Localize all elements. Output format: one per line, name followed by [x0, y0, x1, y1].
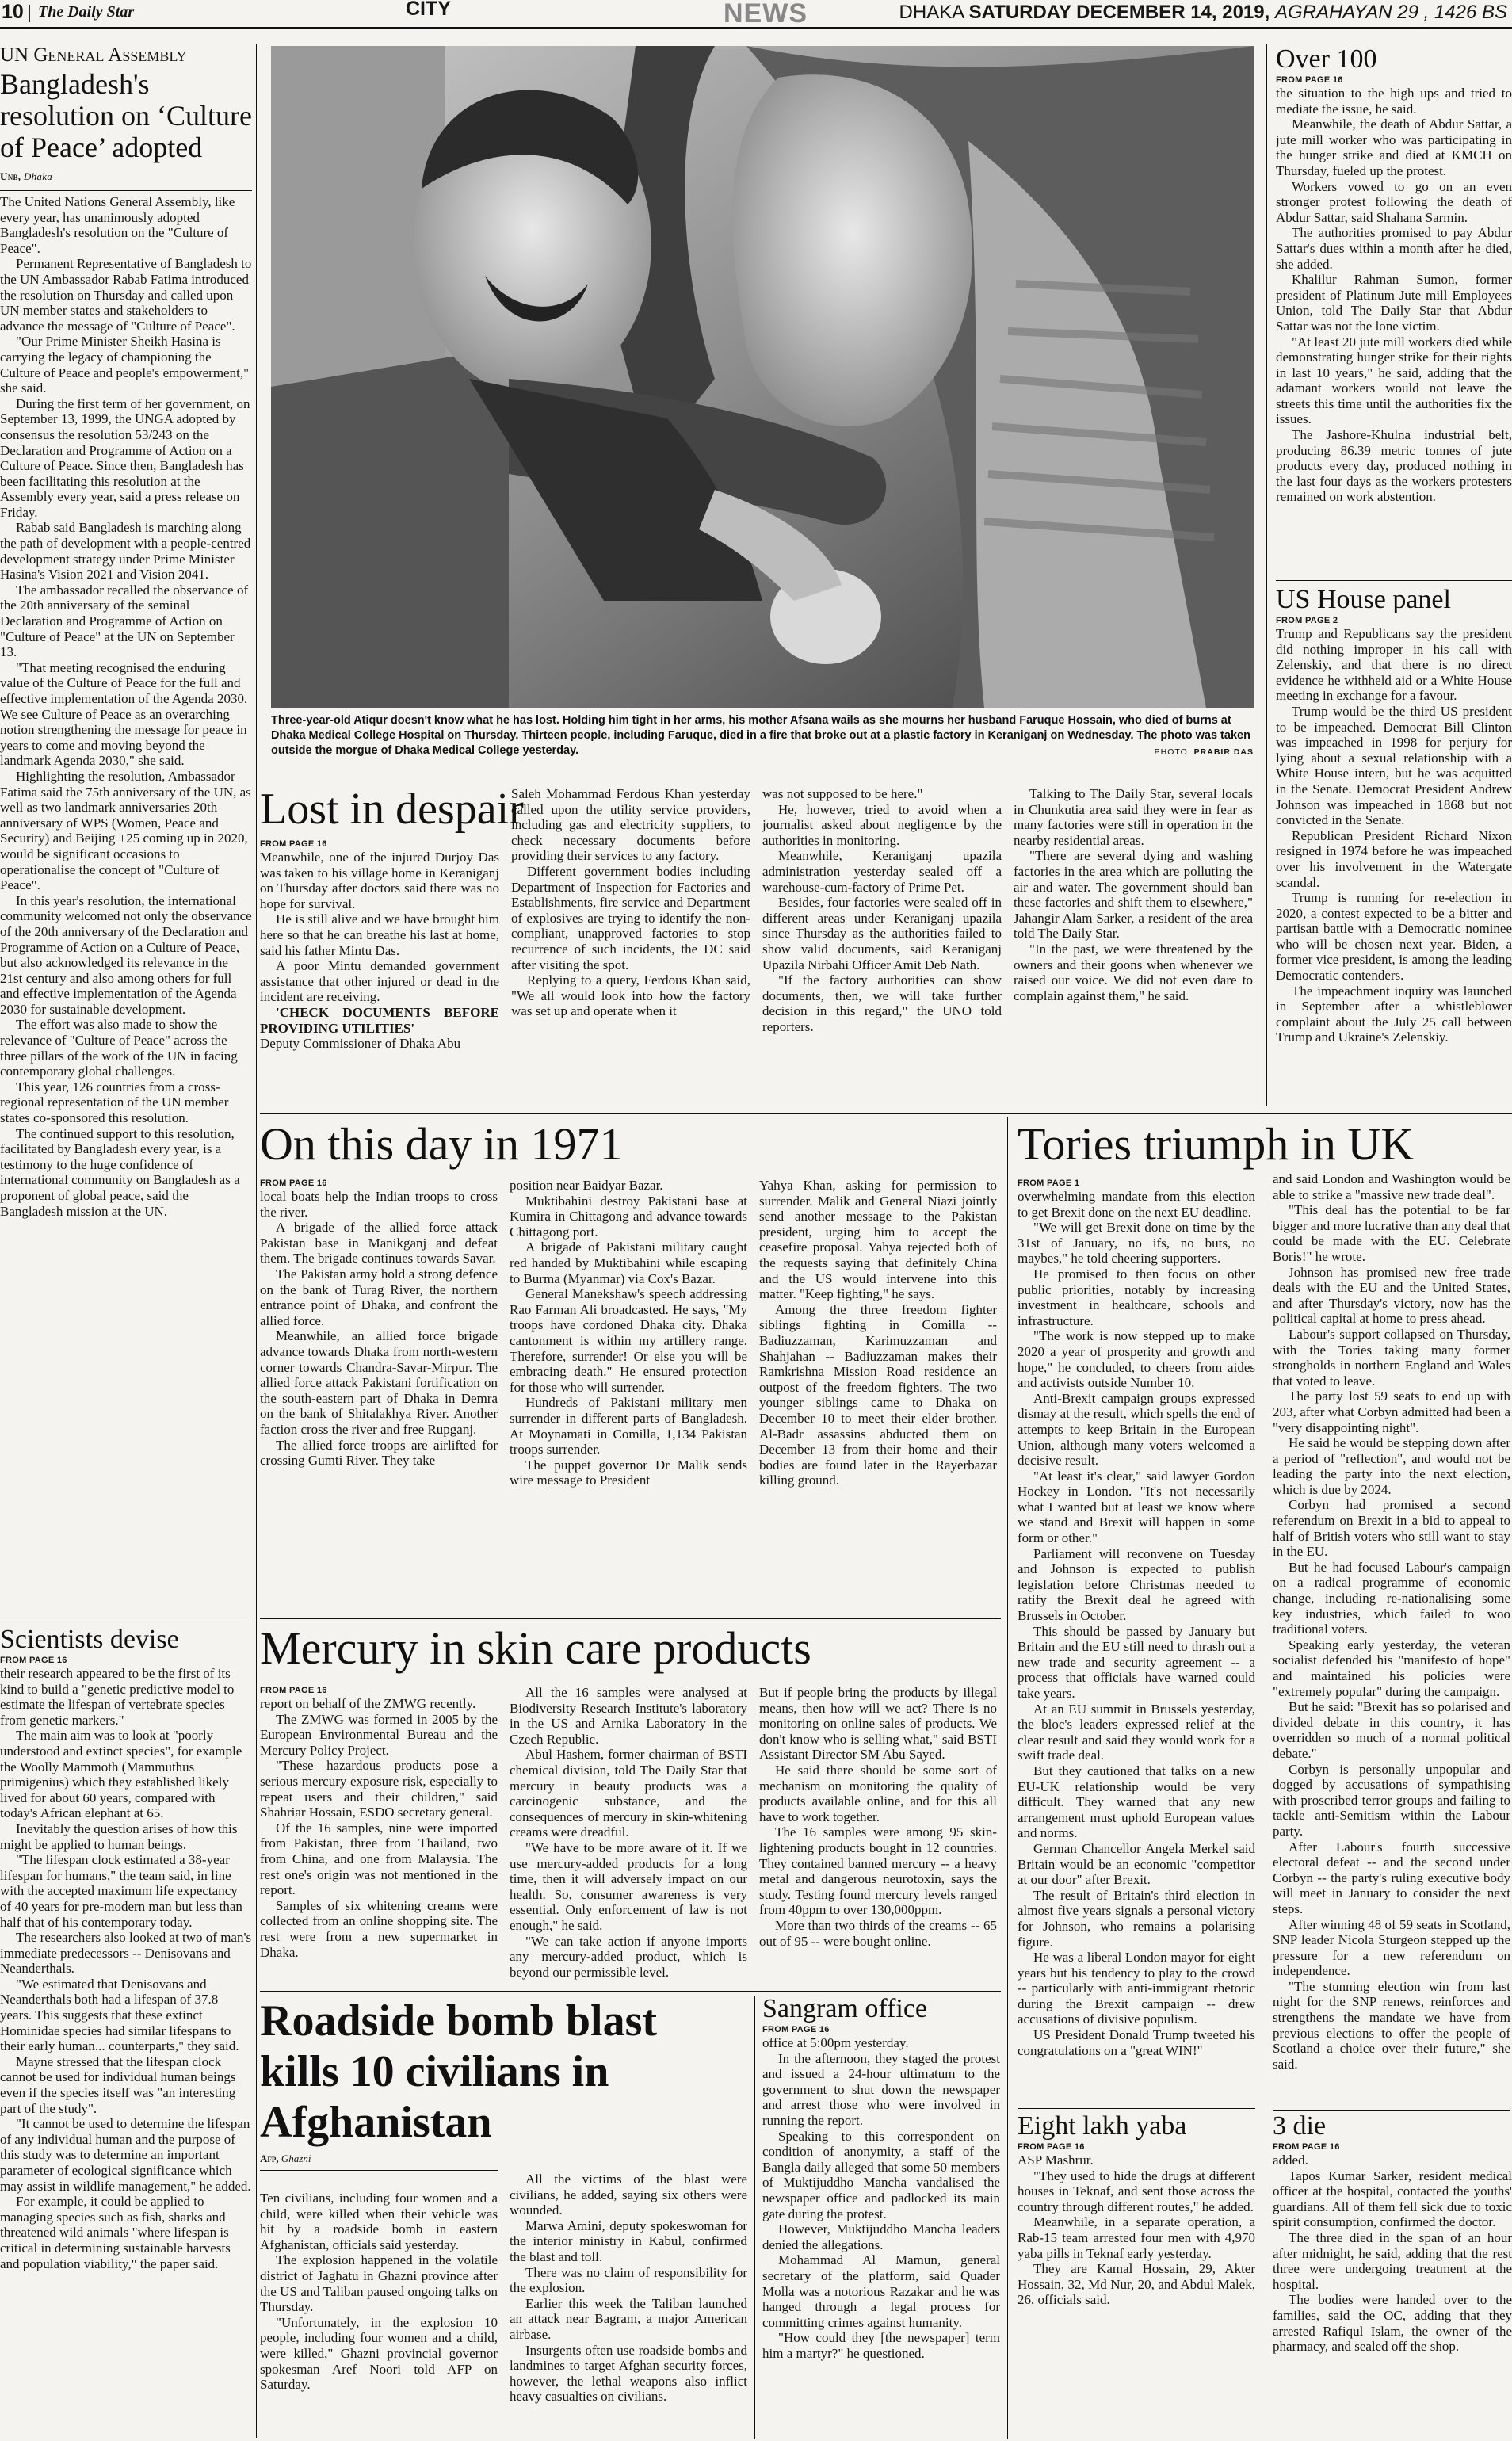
vertical-rule-tories — [1007, 1117, 1008, 2439]
onthisday-headline: On this day in 1971 — [260, 1118, 623, 1170]
paragraph: "At least 20 jute mill workers died while demonstrating hunger strike for their rights in last 10 years," he said, adding that the adamant workers would not leave the streets this time until the authorities fix the issues. — [1276, 334, 1512, 427]
mercury-headline: Mercury in skin care products — [260, 1622, 811, 1674]
paragraph: But he said: "Brexit has so polarised and divided debate in this country, it has overridden so much of a normal political debate." — [1273, 1699, 1510, 1761]
paragraph: "These hazardous products pose a serious mercury exposure risk, especially to repeat users and their children," said Shahriar Hossain, ESDO secretary general. — [260, 1758, 498, 1820]
paragraph: He promised to then focus on other public priorities, notably by increasing investment in healthcare, schools and infrastructure. — [1018, 1266, 1255, 1328]
paragraph: The ZMWG was formed in 2005 by the European Environmental Bureau and the Mercury Policy Project. — [260, 1711, 498, 1758]
roadside-byline — [260, 2153, 735, 2165]
paragraph: The main aim was to look at "poorly understood and extinct species", for example the Woolly Mammoth (Mammuthus primigenius) which they established likely lived for about 60 years, compared with today's African elephant at 65. — [0, 1728, 242, 1821]
horizontal-rule — [1018, 2108, 1255, 2109]
tories-headline: Tories triumph in UK — [1018, 1118, 1415, 1170]
roadside-byline-agency: Afp, — [260, 2153, 279, 2164]
paragraph: All the victims of the blast were civilians, he added, saying six others were wounded. — [510, 2172, 747, 2218]
paragraph: Yahya Khan, asking for permission to surrender. Malik and General Niazi jointly send another message to the Pakistan president, urging him to accept the ceasefire proposal. Yahya rejected both of the requests saying that definitely China and the US would intervene into this matter. "Keep fighting," he says. — [759, 1178, 997, 1302]
eightlakh-article — [1018, 2111, 1255, 2441]
paragraph: But they cautioned that talks on a new EU-UK relationship would be very difficult. They warned that any new arrangement must uphold European values and norms. — [1018, 1763, 1255, 1841]
paragraph: "They used to hide the drugs at different houses in Teknaf, and sent those across the country through different routes," he added. — [1018, 2168, 1255, 2214]
paragraph: During the first term of her government, on September 13, 1999, the UNGA adopted by consensus the resolution 53/243 on the Declaration and Programme of Action on a Culture of Peace. Since then, Bangladesh has been facilitating this resolution at the Assembly every year, said a press release on Friday. — [0, 395, 250, 520]
paragraph: The effort was also made to show the relevance of "Culture of Peace" across the three pillars of the work of the UN in facing contemporary global challenges. — [0, 1017, 238, 1079]
paragraph: Marwa Amini, deputy spokeswoman for the interior ministry in Kabul, confirmed the blast and toll. — [510, 2218, 747, 2264]
paragraph: Mayne stressed that the lifespan clock cannot be used for individual human beings even if the species itself was "an interesting part of the study". — [0, 2053, 236, 2116]
paragraph: Republican President Richard Nixon resigned in 1974 before he was impeached over his involvement in the Watergate scandal. — [1276, 827, 1512, 890]
paragraph: "That meeting recognised the enduring value of the Culture of Peace for the full and effective implementation of the Agenda 2030. We see Culture of Peace as an overarching notion strengthening the message for peace in years to come and moving beyond the landmark Agenda 2030," she said. — [0, 659, 248, 769]
paragraph: The three died in the span of an hour after midnight, he said, adding that the rest three were undergoing treatment at the hospital. — [1273, 2229, 1512, 2292]
paragraph: He said he would be stepping down after a period of "reflection", and would not be leading the party into the next election, which is due by 2024. — [1273, 1435, 1510, 1497]
despair-col-2 — [511, 786, 750, 1103]
paragraph: the situation to the high ups and tried to mediate the issue, he said. — [1276, 86, 1512, 117]
column-rule — [1276, 580, 1512, 581]
paragraph: Johnson has promised new free trade deals with the EU and the United States, and after Thursday's victory, now has the political capital at home to press ahead. — [1273, 1264, 1510, 1327]
tories-col-1 — [1018, 1178, 1255, 2107]
scientists-body — [0, 1666, 252, 2271]
un-headline: Bangladesh's resolution on ‘Culture of Peace’ adopted — [0, 68, 252, 163]
paragraph: Abul Hashem, former chairman of BSTI chemical division, told The Daily Star that mercury in beauty products was a carcinogenic substance, and the consequences of mercury in skin-whitening creams were dreadful. — [510, 1747, 747, 1840]
paragraph: Khalilur Rahman Sumon, former president of Platinum Jute mill Employees Union, told The Daily Star that Abdur Sattar was not the lone victim. — [1276, 272, 1512, 334]
paragraph: Trump would be the third US president to be impeached. Democrat Bill Clinton was impeached in 1998 for perjury for lying about a sexual relationship with a White House intern, but he was acquitted in the Senate. Democrat President Andrew Johnson was impeached in 1868 but not convicted in the Senate. — [1276, 703, 1512, 828]
paragraph: He was a liberal London mayor for eight years but his tendency to play to the crowd -- particularly with anti-immigrant rhetoric during the Brexit campaign -- drew accusations of divisive populism. — [1018, 1950, 1255, 2027]
paragraph: local boats help the Indian troops to cross the river. — [260, 1189, 498, 1220]
paragraph: added. — [1273, 2153, 1308, 2168]
vertical-rule-left — [256, 44, 257, 2438]
paragraph: "The work is now stepped up to make 2020 a year of prosperity and growth and hope," he concluded, to cheers from aides and activists outside Number 10. — [1018, 1328, 1255, 1391]
over100-article — [1276, 44, 1512, 583]
eightlakh-headline: Eight lakh yaba — [1018, 2111, 1187, 2141]
paragraph: At an EU summit in Brussels yesterday, the bloc's leaders expressed relief at the clear result and said they would work for a swift trade deal. — [1018, 1701, 1255, 1763]
dateline-date: SATURDAY DECEMBER 14, 2019, — [968, 2, 1270, 23]
paragraph: "There are several dying and washing factories in the area which are polluting the air and water. The government should ban these factories and shift them to elsewhere," Jahangir Alam Sarker, a resident of the area told The Daily Star. — [1014, 848, 1253, 942]
dateline-bangla: AGRAHAYAN 29 , 1426 BS — [1274, 2, 1507, 23]
paragraph: The researchers also looked at two of man's immediate predecessors -- Denisovans and Neanderthals. — [0, 1930, 252, 1977]
paragraph: The impeachment inquiry was launched in September after a whistleblower complaint about the July 25 call between Trump and Ukraine's Zelenskiy. — [1276, 983, 1512, 1045]
roadside-col-2 — [510, 2172, 747, 2441]
paragraph: The explosion happened in the volatile district of Jaghatu in Ghazni province after the US and Taliban paused ongoing talks on Thursday. — [260, 2252, 498, 2315]
sangram-headline: Sangram office — [762, 1994, 928, 2023]
onthisday-col-2 — [510, 1178, 747, 1622]
mercury-col-2 — [510, 1685, 747, 1986]
over100-body — [1276, 86, 1512, 505]
roadside-byline-place: Ghazni — [281, 2153, 311, 2164]
paragraph: Meanwhile, in a separate operation, a Rab-15 team arrested four men with 4,970 yaba pills in Teknaf early yesterday. — [1018, 2214, 1255, 2261]
paragraph: Meanwhile, one of the injured Durjoy Das was taken to his village home in Keraniganj on Thursday after doctors said there was no hope for survival. — [260, 850, 499, 911]
paragraph: "The lifespan clock estimated a 38-year lifespan for humans," the team said, in line with the accepted maximum life expectancy of 40 years for pre-modern man but less than half that of his contemporary today. — [0, 1852, 242, 1930]
threedie-body — [1273, 2153, 1512, 2355]
paragraph: Deputy Commissioner of Dhaka Abu — [260, 1036, 461, 1052]
category-label: NEWS — [724, 0, 808, 27]
paragraph: The authorities promised to pay Abdur Sattar's dues within a month after he died, she added. — [1276, 225, 1512, 272]
sangram-article — [762, 1994, 1000, 2441]
paragraph: Workers vowed to go on an even stronger protest following the death of Abdur Sattar, said Shahana Sarmin. — [1276, 178, 1512, 225]
despair-col-3 — [762, 786, 1002, 1103]
horizontal-rule — [260, 1113, 1512, 1114]
paragraph: Inevitably the question arises of how this might be applied to human beings. — [0, 1820, 238, 1852]
paragraph: Replying to a query, Ferdous Khan said, "We all would look into how the factory was set up and operate when it — [511, 972, 750, 1019]
eightlakh-body — [1018, 2153, 1255, 2308]
paragraph: office at 5:00pm yesterday. — [762, 2035, 909, 2050]
eightlakh-from: FROM PAGE 16 — [1018, 2142, 1085, 2152]
paragraph: The puppet governor Dr Malik sends wire message to President — [510, 1457, 747, 1488]
paragraph: "Unfortunately, in the explosion 10 people, including four women and a child, were killed," Ghazni provincial governor spokesman Aref Noori told AFP on Saturday. — [260, 2314, 498, 2393]
paragraph: He is still alive and we have brought him here so that he can breathe his last at home, said his father Mintu Das. — [260, 911, 499, 958]
roadside-byline-rule — [260, 2170, 498, 2171]
paragraph: their research appeared to be the first of its kind to build a "genetic predictive model to estimate the lifespan of vertebrate species from genetic markers." — [0, 1666, 235, 1728]
paragraph: Different government bodies including Department of Inspection for Factories and Establishments, fire service and Department of explosives are trying to identify the non-compliant, unapproved factories to stop recurrence of such incidents, the DC said after visiting the spot. — [511, 863, 750, 972]
paragraph: US President Donald Trump tweeted his congratulations on a "great WIN!" — [1018, 2027, 1255, 2058]
paragraph: This should be passed by January but Britain and the EU still need to thrash out a new trade and security agreement -- a process that officials have warned could take years. — [1018, 1623, 1255, 1701]
over100-headline: Over 100 — [1276, 44, 1377, 74]
photo-caption — [271, 713, 1254, 777]
paragraph: Meanwhile, an allied force brigade advance towards Dhaka from north-western corner towards Chandra-Savar-Mirpur. The allied force attack Pakistani fortification on the south-eastern part of Dhaka in Demra on the bank of Shitalakhya River. Another faction cross the river and free Rupganj. — [260, 1328, 498, 1437]
paragraph: After winning 48 of 59 seats in Scotland, SNP leader Nicola Sturgeon stepped up the pressure for a new referendum on independence. — [1273, 1916, 1510, 1979]
paragraph: But if people bring the products by illegal means, then how will we act? There is no monitoring on online sales of products. We don't know who is selling what," said BSTI Assistant Director SM Abu Sayed. — [759, 1685, 997, 1763]
ushouse-article — [1276, 585, 1512, 1108]
photo-credit — [1155, 745, 1254, 760]
horizontal-rule — [260, 1991, 1001, 1992]
paragraph: "It cannot be used to determine the lifespan of any individual human and the purpose of this study was to determine an important parameter of ecological significance which may assist in wildlife management," he added. — [0, 2116, 251, 2194]
paragraph: Insurgents often use roadside bombs and landmines to target Afghan security forces, however, the lethal weapons also inflict heavy casualties on civilians. — [510, 2342, 747, 2405]
roadside-headline: Roadside bomb blast kills 10 civilians in Afghanistan — [260, 1996, 658, 2147]
horizontal-rule — [1273, 2110, 1510, 2111]
paragraph: Speaking early yesterday, the veteran socialist defended his "manifesto of hope" and maintained his policies were "extremely popular" during the campaign. — [1273, 1637, 1510, 1699]
paragraph: Ten civilians, including four women and a child, were killed when their vehicle was hit by a roadside bomb in eastern Afghanistan, officials said yesterday. — [260, 2191, 498, 2252]
masthead-logo: The Daily Star — [38, 3, 135, 21]
mercury-from: FROM PAGE 16 — [260, 1686, 327, 1695]
paragraph: "The stunning election win from last night for the SNP renews, reinforces and strengthens the mandate we have from previous elections to offer the people of Scotland a choice over their future," she said. — [1273, 1978, 1510, 2072]
tories-article — [1018, 1117, 1512, 1175]
paragraph: Labour's support collapsed on Thursday, with the Tories taking many former strongholds in northern England and Wales that voted to leave. — [1273, 1326, 1510, 1389]
paragraph: All the 16 samples were analysed at Biodiversity Research Institute's laboratory in the US and Arnika Laboratory in the Czech Republic. — [510, 1685, 747, 1747]
paragraph: Saleh Mohammad Ferdous Khan yesterday called upon the utility service providers, including gas and electricity suppliers, to check necessary documents before providing their services to any factory. — [511, 786, 750, 864]
paragraph: Of the 16 samples, nine were imported from Pakistan, three from Thailand, two from China, and one from Malaysia. The rest one's origin was not mentioned in the report. — [260, 1820, 498, 1898]
paragraph: More than two thirds of the creams -- 65 out of 95 -- were bought online. — [759, 1917, 997, 1949]
paragraph: Muktibahini destroy Pakistani base at Kumira in Chittagong and advance towards Chittagong port. — [510, 1193, 747, 1240]
paragraph: "This deal has the potential to be far bigger and more lucrative than any deal that could be made with the EU. Celebrate Boris!" he wrote. — [1273, 1202, 1510, 1264]
un-article — [0, 44, 252, 1622]
paragraph: This year, 126 countries from a cross-regional representation of the UN member states co-sponsored this resolution. — [0, 1079, 229, 1126]
paragraph: He said there should be some sort of mechanism on monitoring the quality of products available online, and for this all have to work together. — [759, 1762, 997, 1824]
paragraph: There was no claim of responsibility for the explosion. — [510, 2264, 747, 2296]
onthisday-col-1 — [260, 1178, 498, 1622]
paragraph: "In the past, we were threatened by the owners and their goons when whenever we raised our voice. We did not even dare to complain against them," he said. — [1014, 941, 1253, 1003]
paragraph: The continued support to this resolution, facilitated by Bangladesh every year, is a testimony to the huge confidence of international community on Bangladesh as a proponent of global peace, said the Bangladesh mission at the UN. — [0, 1125, 240, 1219]
tories-col-2 — [1273, 1171, 1510, 2108]
paragraph: Samples of six whitening creams were collected from an online shopping site. The rest were from a new supermarket in Dhaka. — [260, 1897, 498, 1960]
paragraph: The ambassador recalled the observance of the 20th anniversary of the seminal Declaration and Programme of Action on "Culture of Peace" at the UN on September 13. — [0, 582, 249, 660]
header-separator: | — [27, 2, 32, 22]
onthisday-from: FROM PAGE 16 — [260, 1178, 327, 1188]
paragraph: Among the three freedom fighter siblings fighting in Comilla -- Badiuzzaman, Karimuzzaman and Shahjahan -- Badiuzzaman makes their Ramkrishna Mission Road residence an outpost of the freedom fighters. The two younger siblings came to Dhaka on December 10 to meet their elder brother. Al-Badr assassins abducted them on December 13 from their home and their bodies are found later in the Rayerbazar killing ground. — [759, 1301, 997, 1488]
sangram-body — [762, 2035, 1000, 2361]
paragraph: A poor Mintu demanded government assistance that other injured or dead in the incident are receiving. — [260, 958, 499, 1005]
photo-credit-name: PRABIR DAS — [1193, 747, 1254, 757]
paragraph: The bodies were handed over to the families, said the OC, adding that they arrested Rafiqul Islam, the owner of the pharmacy, and sealed off the shop. — [1273, 2292, 1512, 2355]
paragraph: The Pakistan army hold a strong defence on the bank of Turag River, the northern entrance point of Dhaka, and confront the allied force. — [260, 1266, 498, 1328]
page-header — [0, 0, 1512, 27]
header-rule — [0, 27, 1512, 29]
paragraph: position near Baidyar Bazar. — [510, 1178, 663, 1193]
photo-caption-text: Three-year-old Atiqur doesn't know what he has lost. Holding him tight in her arms, his mother Afsana wails as she mourns her husband Faruque Hossain, who died of burns at Dhaka Medical College Hospital on Thursday. Thirteen people, including Faruque, died in a fire that broke out at a plastic factory in Keraniganj on Wednesday. The photo was taken outside the morgue of Dhaka Medical College yesterday. — [271, 714, 1250, 757]
scientists-from: FROM PAGE 16 — [0, 1656, 67, 1665]
paragraph: A brigade of the allied force attack Pakistan base in Manikganj and defeat them. The brigade continues towards Savar. — [260, 1220, 498, 1266]
scientists-headline: Scientists devise — [0, 1625, 179, 1654]
paragraph: "Our Prime Minister Sheikh Hasina is carrying the legacy of championing the Culture of Peace and people's empowerment," she said. — [0, 334, 250, 396]
paragraph: was not supposed to be here." — [762, 786, 923, 801]
paragraph: "At least it's clear," said lawyer Gordon Hockey in London. "It's not necessarily what I wanted but at least we know where we stand and Brexit will happen in some form or other." — [1018, 1468, 1255, 1546]
despair-col-1 — [260, 838, 499, 1108]
despair-headline: Lost in despair — [260, 785, 524, 834]
paragraph: Corbyn is personally unpopular and dogged by accusations of sympathising with proscribed terror groups and failing to tackle anti-Semitism within the Labour party. — [1273, 1761, 1510, 1839]
paragraph: For example, it could be applied to managing species such as fish, sharks and threatened wild animals "where lifespan is critical in determining sustainable harvests and population viability," the paper said. — [0, 2194, 231, 2271]
paragraph: Earlier this week the Taliban launched an attack near Bagram, a major American airbase. — [510, 2295, 747, 2342]
paragraph: The allied force troops are airlifted for crossing Gumti River. They take — [260, 1437, 498, 1469]
paragraph: Highlighting the resolution, Ambassador Fatima said the 75th anniversary of the UN, as well as two landmark anniversaries 20th anniversary of WPS (Women, Peace and Security) and Beijing +25 coming up in 2020, would be significant occasions to operationalise the concept of "Culture of Peace". — [0, 768, 251, 893]
paragraph: Rabab said Bangladesh is marching along the path of development with a people-centred development strategy under Prime Minister Hasina's Vision 2021 and Vision 2041. — [0, 520, 251, 583]
vertical-rule-sangram — [754, 1996, 755, 2439]
paragraph: However, Muktijuddho Mancha leaders denied the allegations. — [762, 2221, 1000, 2252]
un-body — [0, 194, 252, 1219]
paragraph: The result of Britain's third election in almost five years signals a personal victory for Johnson, who remains a polarising figure. — [1018, 1887, 1255, 1950]
vertical-rule-right — [1266, 44, 1267, 1106]
un-byline-rule — [0, 190, 252, 191]
paragraph: Parliament will reconvene on Tuesday and Johnson is expected to publish legislation before Christmas needed to ratify the Brexit deal he agreed with Brussels in October. — [1018, 1545, 1255, 1624]
paragraph: But he had focused Labour's campaign on a radical programme of economic change, including re-nationalising some key industries, which failed to woo traditional voters. — [1273, 1559, 1510, 1637]
threedie-article — [1273, 2111, 1512, 2441]
paragraph: Anti-Brexit campaign groups expressed dismay at the result, which spells the end of attempts to keep Britain in the European Union, although many voters welcomed a decisive result. — [1018, 1390, 1255, 1469]
ushouse-from: FROM PAGE 2 — [1276, 616, 1338, 625]
paragraph: Meanwhile, Keraniganj upazila administration yesterday sealed off a warehouse-cum-factory of Prime Pet. — [762, 848, 1002, 895]
paragraph: Meanwhile, the death of Abdur Sattar, a jute mill worker who was participating in the hunger strike and died at KMCH on Thursday, fueled up the protest. — [1276, 117, 1512, 178]
un-byline-place: Dhaka — [23, 170, 53, 182]
paragraph: "If the factory authorities can show documents, then, we will take further decision in this regard," the UNO told reporters. — [762, 972, 1002, 1034]
paragraph: Mohammad Al Mamun, general secretary of the platform, said Quader Molla was a notorious Razakar and he was hanged through a legal process for committing crimes against humanity. — [762, 2252, 1000, 2330]
news-photo — [271, 46, 1254, 708]
paragraph: Corbyn had promised a second referendum on Brexit in a bid to appeal to half of British voters who still want to stay in the EU. — [1273, 1497, 1510, 1560]
sangram-from: FROM PAGE 16 — [762, 2025, 830, 2034]
paragraph: Trump is running for re-election in 2020, a contest expected to be a bitter and partisan battle with a Democratic nominee who will be chosen next year. Biden, a former vice president, is among the leading Democratic contenders. — [1276, 890, 1512, 984]
ushouse-headline: US House panel — [1276, 585, 1451, 614]
paragraph: The 16 samples were among 95 skin-lightening products bought in 12 countries. They contained banned mercury -- a heavy metal and dangerous neurotoxin, says the study. Testing found mercury levels ranged from 40ppm to over 130,000ppm. — [759, 1824, 997, 1918]
mercury-article — [260, 1622, 1001, 1685]
threedie-headline: 3 die — [1273, 2111, 1327, 2141]
paragraph: "We estimated that Denisovans and Neanderthals both had a lifespan of 37.8 years. This suggests that these extinct Hominidae species had similar lifespans to their early human... counterparts," they said. — [0, 1976, 239, 2054]
onthisday-col-3 — [759, 1178, 997, 1622]
over100-from: FROM PAGE 16 — [1276, 75, 1343, 85]
tories-from: FROM PAGE 1 — [1018, 1178, 1080, 1188]
paragraph: They are Kamal Hossain, 29, Akter Hossain, 32, Md Nur, 20, and Abdul Malek, 26, officials said. — [1018, 2261, 1255, 2308]
paragraph: Permanent Representative of Bangladesh to the UN Ambassador Rabab Fatima introduced the resolution on Thursday and called upon UN member states and stakeholders to advance the message of "Culture of Peace". — [0, 256, 252, 334]
mercury-col-1 — [260, 1685, 498, 1986]
paragraph: The party lost 59 seats to end up with 203, after what Corbyn admitted had been a "very disappointing night". — [1273, 1389, 1510, 1435]
page-number: 10 — [2, 1, 24, 23]
paragraph: "How could they [the newspaper] term him a martyr?" he questioned. — [762, 2330, 1000, 2361]
paragraph: overwhelming mandate from this election to get Brexit done on the next EU deadline. — [1018, 1189, 1255, 1220]
paragraph: "We can take action if anyone imports any mercury-added product, which is beyond our permissible level. — [510, 1933, 747, 1980]
despair-from: FROM PAGE 16 — [260, 839, 327, 849]
paragraph: report on behalf of the ZMWG recently. — [260, 1696, 476, 1711]
despair-col-4 — [1014, 786, 1253, 1103]
roadside-col-1 — [260, 2191, 498, 2441]
paragraph: ASP Mashrur. — [1018, 2153, 1094, 2168]
paragraph: and said London and Washington would be able to strike a "massive new trade deal". — [1273, 1171, 1510, 1202]
un-kicker: UN General Assembly — [0, 44, 187, 66]
mourning-family-photo — [271, 46, 1254, 708]
un-byline — [0, 171, 252, 182]
scientists-article — [0, 1625, 252, 2441]
paragraph: In the afternoon, they staged the protest and issued a 24-hour ultimatum to the government to shut down the newspaper and arrest those who were involved in running the report. — [762, 2050, 1000, 2128]
section-label: CITY — [406, 0, 451, 20]
paragraph: Talking to The Daily Star, several locals in Chunkutia area said they were in fear as many factories were still in operation in the nearby residential areas. — [1014, 786, 1253, 848]
paragraph: General Manekshaw's speech addressing Rao Farman Ali broadcasted. He says, "My troops have cordoned Dhaka city. Dhaka cantonment is within my artillery range. Therefore, surrender! Or else you will be embracing death." He ensured protection for those who will surrender. — [510, 1286, 747, 1395]
threedie-from: FROM PAGE 16 — [1273, 2142, 1340, 2152]
paragraph: Trump and Republicans say the president did nothing improper in his call with Zelenskiy, and that there is no direct evidence he withheld aid or a White House meeting in exchange for a favour. — [1276, 626, 1512, 704]
paragraph: Tapos Kumar Sarker, resident medical officer at the hospital, contacted the youths' guardians. All of them fell sick due to toxic spirit consumption, confirmed the doctor. — [1273, 2168, 1512, 2230]
dateline-city: DHAKA — [899, 2, 964, 23]
un-byline-agency: Unb, — [0, 170, 21, 182]
paragraph: Speaking to this correspondent on condition of anonymity, a staff of the Bangla daily alleged that some 50 members of Muktijuddho Mancha vandalised the newspaper office and padlocked its main gate during the protest. — [762, 2128, 1000, 2221]
paragraph: "We will get Brexit done on time by the 31st of January, no ifs, no buts, no maybes," he told cheering supporters. — [1018, 1220, 1255, 1266]
paragraph: After Labour's fourth successive electoral defeat -- and the second under Corbyn -- the party's ruling executive body will meet in January to consider the next steps. — [1273, 1839, 1510, 1916]
photo-credit-label: PHOTO: — [1154, 747, 1191, 757]
horizontal-rule — [260, 1618, 1001, 1619]
paragraph: The United Nations General Assembly, like every year, has unanimously adopted Bangladesh's resolution on the "Culture of Peace". — [0, 194, 235, 256]
mercury-col-3 — [759, 1685, 997, 1986]
paragraph: Besides, four factories were sealed off in different areas under Keraniganj upazila since Thursday as the authorities failed to show valid documents, said Keraniganj Upazila Nirbahi Officer Amit Deb Nath. — [762, 895, 1002, 972]
paragraph: In this year's resolution, the international community welcomed not only the observance of the 20th anniversary of the Declaration and Programme of Action on a Culture of Peace, but also acknowledged its relevance in the 21st century and also among others for full and effective implementation of the Agenda 2030 for sustainable development. — [0, 892, 252, 1017]
paragraph: "We have to be more aware of it. If we use mercury-added products for a long time, then it will adversely impact on our health. So, consumer awareness is very essential. Only enforcement of law is not enough," he said. — [510, 1839, 747, 1933]
ushouse-body — [1276, 626, 1512, 1045]
paragraph: A brigade of Pakistani military caught red handed by Muktibahini while escaping to Burma (Myanmar) via Cox's Bazar. — [510, 1240, 747, 1286]
despair-subhead: 'CHECK DOCUMENTS BEFORE PROVIDING UTILITIES' — [260, 1004, 499, 1036]
paragraph: He, however, tried to avoid when a journalist asked about negligence by the authorities in monitoring. — [762, 801, 1002, 848]
paragraph: The Jashore-Khulna industrial belt, producing 86.39 metric tonnes of jute products every day, produced nothing in the last four days as the workers protesters remained on work abstention. — [1276, 427, 1512, 505]
paragraph: Hundreds of Pakistani military men surrender in different parts of Bangladesh. At Moynamati in Comilla, 1,134 Pakistan troops surrender. — [510, 1395, 747, 1457]
paragraph: German Chancellor Angela Merkel said Britain would be an economic "competitor at our door" after Brexit. — [1018, 1840, 1255, 1888]
dateline — [899, 2, 1507, 24]
